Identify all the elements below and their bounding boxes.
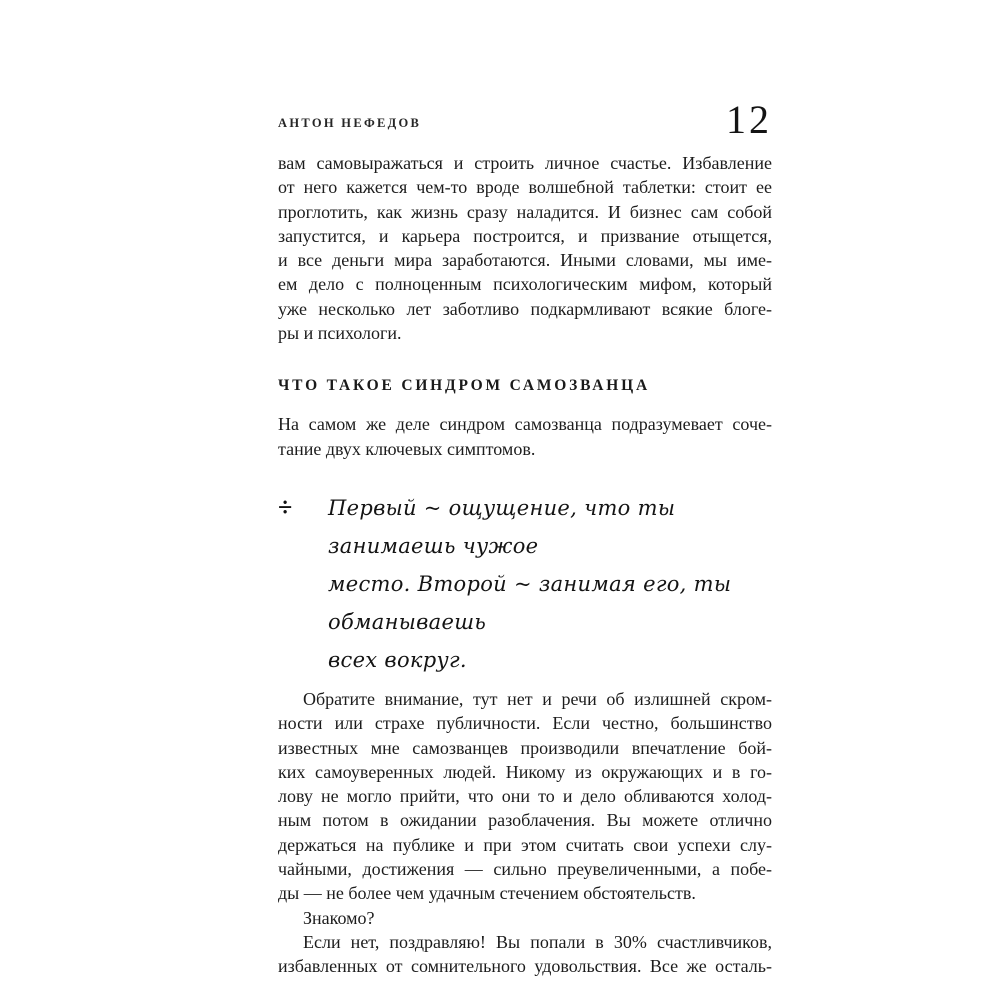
body-line: лову не могло прийти, что они то и дело обливаются холод-	[278, 786, 772, 807]
pull-quote-line: всех вокруг.	[328, 647, 467, 672]
body-line: ды — не более чем удачным стечением обстоятельств.	[278, 883, 696, 904]
divide-dingbat-icon: ÷	[278, 492, 293, 522]
body-line: известных мне самозванцев производили впечатление бой-	[278, 737, 772, 758]
body-line: проглотить, как жизнь сразу наладится. И бизнес сам собой	[278, 201, 772, 222]
body-line: уже несколько лет заботливо подкармливают всякие блоге-	[278, 298, 772, 319]
pull-quote	[278, 489, 772, 679]
pull-quote-text	[328, 489, 772, 679]
body-line: ких самоуверенных людей. Никому из окружающих и в го-	[278, 761, 772, 782]
body-line: держаться на публике и при этом считать свои успехи слу-	[278, 834, 772, 855]
body-line: ным потом в ожидании разоблачения. Вы можете отлично	[278, 810, 772, 831]
body-line: ем дело с полноценным психологическим мифом, который	[278, 274, 772, 295]
body-line: Знакомо?	[303, 907, 375, 928]
running-head	[278, 97, 772, 151]
body-line: чайными, достижения — сильно преувеличенными, а побе-	[278, 859, 772, 880]
section-heading: ЧТО ТАКОЕ СИНДРОМ САМОЗВАНЦА	[278, 377, 650, 395]
body-line: избавленных от сомнительного удовольствия. Все же осталь-	[278, 956, 772, 977]
page-number: 12	[726, 97, 772, 142]
body-line: тание двух ключевых симптомов.	[278, 438, 536, 459]
body-text	[278, 151, 772, 979]
body-line: от него кажется чем-то вроде волшебной таблетки: стоит ее	[278, 177, 772, 198]
author-name: АНТОН НЕФЕДОВ	[278, 116, 422, 130]
body-line: ности или страхе публичности. Если честно, большинство	[278, 713, 772, 734]
text-column	[278, 97, 772, 979]
body-line: ры и психологи.	[278, 323, 402, 344]
body-line: вам самовыражаться и строить личное счастье. Избавление	[278, 153, 772, 173]
body-line: и все деньги мира заработаются. Иными словами, мы име-	[278, 250, 772, 271]
pull-quote-line: Первый ~ ощущение, что ты занимаешь чужое	[328, 495, 676, 558]
body-line: Если нет, поздравляю! Вы попали в 30% счастливчиков,	[303, 931, 772, 952]
body-line: На самом же деле синдром самозванца подразумевает соче-	[278, 414, 772, 435]
pull-quote-line: место. Второй ~ занимая его, ты обманываешь	[328, 571, 732, 634]
body-line: запустится, и карьера построится, и призвание отыщется,	[278, 225, 772, 246]
body-line: Обратите внимание, тут нет и речи об излишней скром-	[303, 688, 772, 709]
